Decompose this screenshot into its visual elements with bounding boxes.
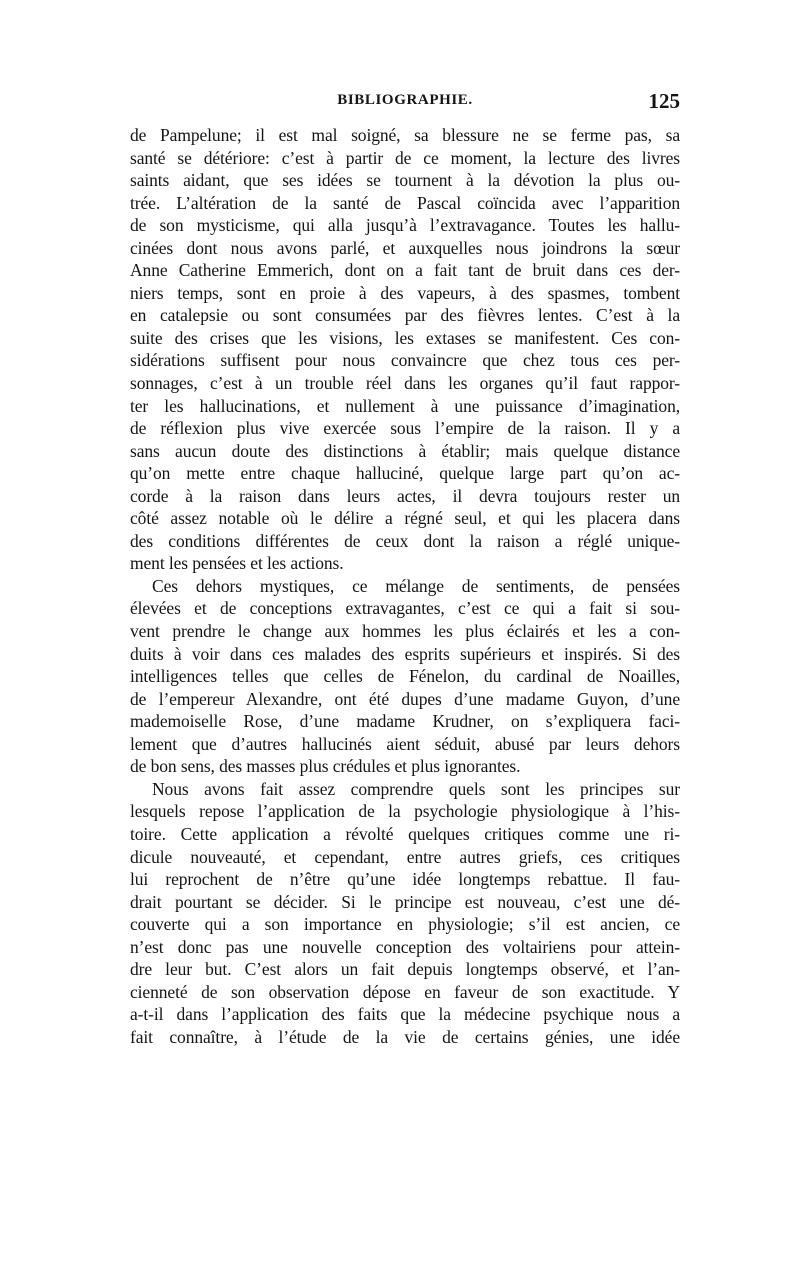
text-line: Anne Catherine Emmerich, dont on a fait tant de bruit dans ces der- <box>130 260 680 281</box>
text-line: en catalepsie ou sont consumées par des fièvres lentes. C’est à la <box>130 305 680 326</box>
text-line: des conditions différentes de ceux dont la raison a réglé unique- <box>130 530 680 551</box>
text-line: niers temps, sont en proie à des vapeurs, à des spasmes, tombent <box>130 282 680 303</box>
text-line: corde à la raison dans leurs actes, il devra toujours rester un <box>130 485 680 506</box>
text-line: de bon sens, des masses plus crédules et plus ignorantes. <box>130 756 521 777</box>
text-line: toire. Cette application a révolté quelques critiques comme une ri- <box>130 823 680 844</box>
text-line: fait connaître, à l’étude de la vie de certains génies, une idée <box>130 1026 680 1047</box>
text-line: dre leur but. C’est alors un fait depuis longtemps observé, et l’an- <box>130 959 680 980</box>
text-line: de Pampelune; il est mal soigné, sa blessure ne se ferme pas, sa <box>130 125 680 145</box>
text-line: cienneté de son observation dépose en faveur de son exactitude. Y <box>130 981 680 1002</box>
text-line: Nous avons fait assez comprendre quels sont les principes sur <box>152 778 680 799</box>
text-line: sonnages, c’est à un trouble réel dans les organes qu’il faut rappor- <box>130 373 680 394</box>
text-line: de son mysticisme, qui alla jusqu’à l’extravagance. Toutes les hallu- <box>130 215 680 236</box>
text-line: drait pourtant se décider. Si le principe est nouveau, c’est une dé- <box>130 891 680 912</box>
text-line: a-t-il dans l’application des faits que la médecine psychique nous a <box>130 1004 680 1025</box>
text-line: de l’empereur Alexandre, ont été dupes d’une madame Guyon, d’une <box>130 688 680 709</box>
text-line: n’est donc pas une nouvelle conception des voltairiens pour attein- <box>130 936 680 957</box>
text-line: sans aucun doute des distinctions à établir; mais quelque distance <box>130 440 680 461</box>
running-head <box>130 89 680 116</box>
text-line: santé se détériore: c’est à partir de ce moment, la lecture des livres <box>130 147 680 168</box>
text-line: couverte qui a son importance en physiologie; s’il est ancien, ce <box>130 914 680 935</box>
text-line: mademoiselle Rose, d’une madame Krudner, on s’expliquera faci- <box>130 711 680 732</box>
text-line: lui reprochent de n’être qu’une idée longtemps rebattue. Il fau- <box>130 869 680 890</box>
text-line: ment les pensées et les actions. <box>130 553 344 574</box>
text-line: cinées dont nous avons parlé, et auxquelles nous joindrons la sœur <box>130 237 680 258</box>
text-line: de réflexion plus vive exercée sous l’empire de la raison. Il y a <box>130 418 680 439</box>
text-line: élevées et de conceptions extravagantes, c’est ce qui a fait si sou- <box>130 598 680 619</box>
text-line: Ces dehors mystiques, ce mélange de sentiments, de pensées <box>152 575 680 596</box>
running-head-title: BIBLIOGRAPHIE. <box>337 92 473 108</box>
text-line: intelligences telles que celles de Fénelon, du cardinal de Noailles, <box>130 666 680 687</box>
text-line: suite des crises que les visions, les extases se manifestent. Ces con- <box>130 327 680 348</box>
text-line: côté assez notable où le délire a régné seul, et qui les placera dans <box>130 508 680 529</box>
text-line: lement que d’autres hallucinés aient séduit, abusé par leurs dehors <box>130 733 680 754</box>
text-line: ter les hallucinations, et nullement à une puissance d’imagination, <box>130 395 680 416</box>
text-line: vent prendre le change aux hommes les plus éclairés et les a con- <box>130 621 680 642</box>
text-line: sidérations suffisent pour nous convaincre que chez tous ces per- <box>130 350 680 371</box>
page-number: 125 <box>648 89 680 113</box>
body-text <box>130 124 680 1048</box>
text-line: dicule nouveauté, et cependant, entre autres griefs, ces critiques <box>130 846 680 867</box>
text-line: trée. L’altération de la santé de Pascal coïncida avec l’apparition <box>130 192 680 213</box>
text-line: duits à voir dans ces malades des esprits supérieurs et inspirés. Si des <box>130 643 680 664</box>
text-line: saints aidant, que ses idées se tournent à la dévotion la plus ou- <box>130 170 680 191</box>
text-line: lesquels repose l’application de la psychologie physiologique à l’his- <box>130 801 680 822</box>
text-line: qu’on mette entre chaque halluciné, quelque large part qu’on ac- <box>130 463 680 484</box>
